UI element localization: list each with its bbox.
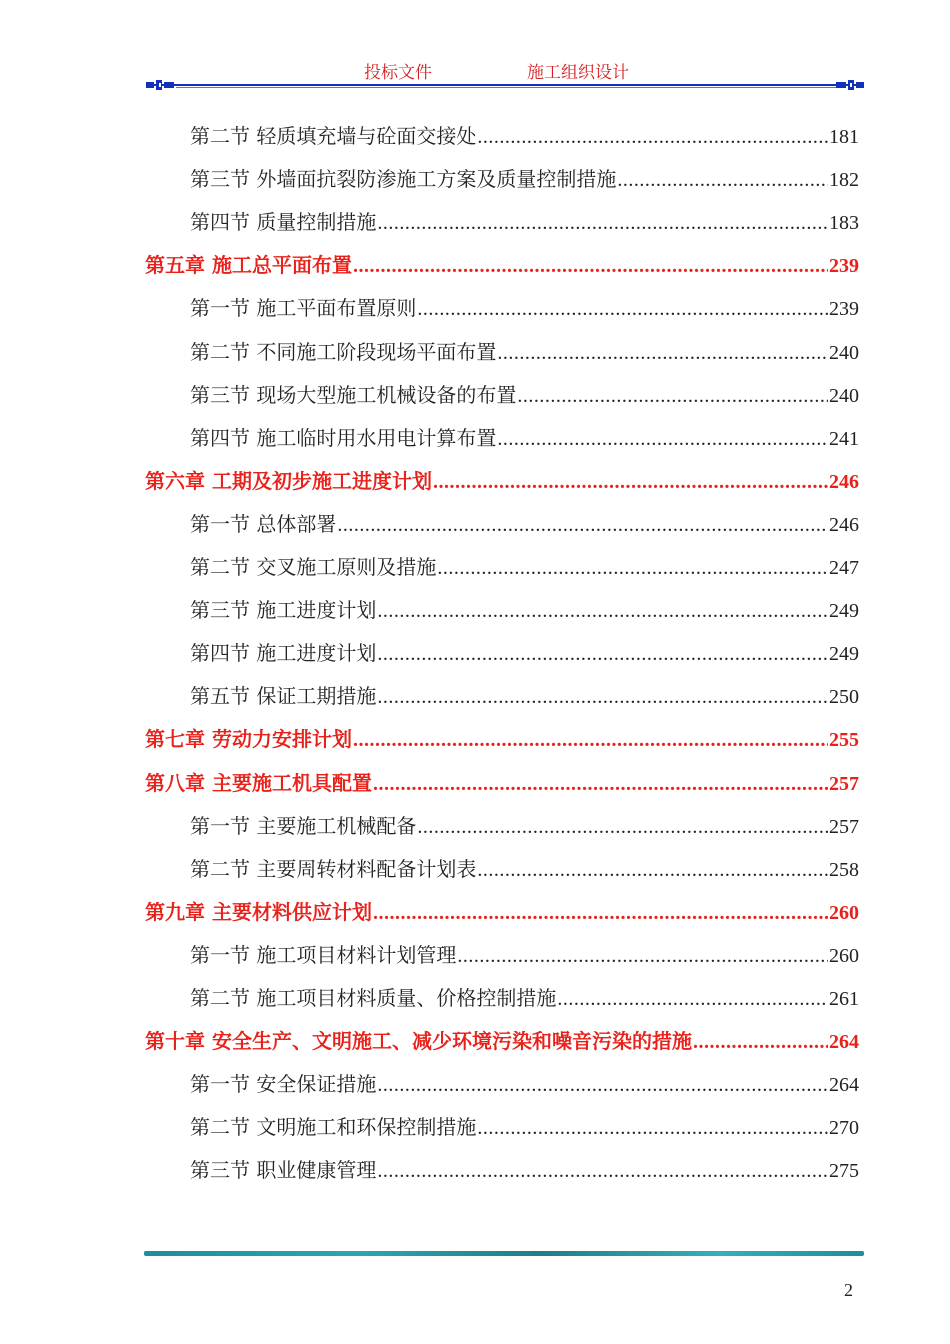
toc-entry-page: 260 [829, 944, 859, 967]
toc-section-entry[interactable] [190, 422, 859, 452]
toc-section-entry[interactable] [190, 1154, 859, 1184]
toc-entry-title: 第三节 职业健康管理 [190, 1158, 377, 1183]
toc-section-entry[interactable] [190, 637, 859, 667]
page-number: 2 [844, 1280, 853, 1300]
toc-dot-leader [497, 428, 828, 451]
toc-entry-title: 第四节 施工临时用水用电计算布置 [190, 425, 497, 450]
toc-section-entry[interactable] [190, 120, 859, 150]
toc-dot-leader [557, 988, 828, 1011]
toc-entry-page: 258 [829, 858, 859, 881]
toc-dot-leader [337, 514, 828, 537]
toc-entry-page: 264 [829, 1074, 859, 1097]
toc-entry-title: 第一节 总体部署 [190, 511, 337, 536]
toc-dot-leader [417, 298, 828, 321]
toc-dot-leader [377, 686, 828, 709]
toc-section-entry[interactable] [190, 853, 859, 883]
toc-dot-leader [517, 385, 828, 408]
toc-entry-page: 250 [829, 686, 859, 709]
toc-dot-leader [693, 1031, 828, 1054]
toc-entry-title: 第四节 质量控制措施 [190, 210, 377, 235]
toc-entry-title: 第二节 不同施工阶段现场平面布置 [190, 339, 497, 364]
header-rule [146, 79, 864, 91]
toc-entry-page: 239 [829, 298, 859, 321]
toc-dot-leader [433, 471, 828, 494]
toc-entry-page: 240 [829, 341, 859, 364]
toc-chapter-entry[interactable] [145, 896, 859, 926]
toc-entry-title: 第二节 交叉施工原则及措施 [190, 555, 437, 579]
header-doc-type: 投标文件 [364, 63, 432, 83]
toc-entry-title: 第二节 施工项目材料质量、价格控制措施 [190, 986, 557, 1010]
toc-section-entry[interactable] [190, 982, 859, 1012]
toc-entry-title: 第三节 外墙面抗裂防渗施工方案及质量控制措施 [190, 167, 617, 192]
toc-chapter-entry[interactable] [145, 249, 859, 279]
toc-section-entry[interactable] [190, 680, 859, 710]
toc-entry-page: 249 [829, 643, 859, 666]
toc-entry-title: 第二节 主要周转材料配备计划表 [190, 856, 477, 881]
toc-chapter-entry[interactable] [145, 1025, 859, 1055]
toc-section-entry[interactable] [190, 594, 859, 624]
toc-dot-leader [617, 169, 828, 192]
toc-entry-title: 第六章 工期及初步施工进度计划 [145, 468, 432, 493]
toc-dot-leader [457, 945, 828, 968]
toc-entry-page: 257 [829, 772, 859, 795]
toc-dot-leader [377, 1074, 828, 1097]
toc-section-entry[interactable] [190, 336, 859, 366]
toc-section-entry[interactable] [190, 1111, 859, 1141]
toc-entry-title: 第五节 保证工期措施 [190, 684, 377, 709]
toc-entry-title: 第二节 轻质填充墙与砼面交接处 [190, 124, 477, 148]
toc-chapter-entry[interactable] [145, 465, 859, 495]
toc-dot-leader [477, 126, 828, 149]
toc-entry-page: 183 [829, 212, 859, 235]
toc-dot-leader [477, 1117, 828, 1140]
toc-dot-leader [437, 557, 828, 580]
toc-dot-leader [477, 859, 828, 882]
toc-entry-title: 第四节 施工进度计划 [190, 641, 377, 666]
toc-entry-page: 241 [829, 427, 859, 450]
toc-entry-page: 261 [829, 988, 859, 1010]
toc-entry-title: 第一节 安全保证措施 [190, 1072, 377, 1097]
toc-section-entry[interactable] [190, 508, 859, 538]
toc-section-entry[interactable] [190, 551, 859, 581]
toc-entry-page: 246 [829, 513, 859, 536]
toc-section-entry[interactable] [190, 163, 859, 193]
toc-dot-leader [377, 212, 828, 235]
toc-entry-page: 255 [829, 729, 859, 752]
toc-entry-title: 第十章 安全生产、文明施工、减少环境污染和噪音污染的措施 [145, 1029, 692, 1054]
toc-entry-page: 260 [829, 901, 859, 924]
toc-section-entry[interactable] [190, 379, 859, 409]
toc-entry-title: 第三节 现场大型施工机械设备的布置 [190, 382, 517, 407]
toc-dot-leader [373, 902, 828, 925]
toc-entry-page: 240 [829, 384, 859, 407]
toc-entry-title: 第二节 文明施工和环保控制措施 [190, 1115, 477, 1140]
toc-dot-leader [353, 729, 828, 752]
toc-entry-title: 第一节 主要施工机械配备 [190, 813, 417, 838]
toc-entry-page: 247 [829, 557, 859, 579]
toc-entry-title: 第九章 主要材料供应计划 [145, 899, 372, 924]
toc-entry-page: 239 [829, 255, 859, 278]
toc-entry-page: 257 [829, 815, 859, 838]
toc-entry-page: 182 [829, 169, 859, 192]
toc-dot-leader [417, 816, 828, 839]
toc-dot-leader [353, 255, 828, 278]
toc-entry-title: 第七章 劳动力安排计划 [145, 727, 352, 752]
toc-entry-page: 270 [829, 1117, 859, 1140]
toc-entry-page: 249 [829, 600, 859, 623]
toc-dot-leader [377, 600, 828, 623]
header-doc-title: 施工组织设计 [527, 63, 629, 83]
footer-rule [144, 1251, 864, 1256]
header-ornament-right-icon [836, 80, 864, 90]
toc-dot-leader [377, 643, 828, 666]
toc-dot-leader [377, 1160, 828, 1183]
toc-entry-title: 第一节 施工平面布置原则 [190, 296, 417, 321]
toc-section-entry[interactable] [190, 1068, 859, 1098]
toc-section-entry[interactable] [190, 810, 859, 840]
toc-entry-title: 第五章 施工总平面布置 [145, 253, 352, 278]
toc-chapter-entry[interactable] [145, 767, 859, 797]
toc-section-entry[interactable] [190, 292, 859, 322]
toc-section-entry[interactable] [190, 939, 859, 969]
toc-chapter-entry[interactable] [145, 723, 859, 753]
toc-entry-page: 275 [829, 1160, 859, 1183]
toc-entry-page: 264 [829, 1031, 859, 1054]
toc-dot-leader [373, 773, 828, 796]
toc-entry-title: 第三节 施工进度计划 [190, 598, 377, 623]
toc-entry-page: 246 [829, 470, 859, 493]
toc-entry-title: 第一节 施工项目材料计划管理 [190, 942, 457, 967]
toc-section-entry[interactable] [190, 206, 859, 236]
toc-entry-title: 第八章 主要施工机具配置 [145, 770, 372, 795]
toc-entry-page: 181 [829, 126, 859, 148]
header-ornament-left-icon [146, 80, 174, 90]
toc-dot-leader [497, 342, 828, 365]
